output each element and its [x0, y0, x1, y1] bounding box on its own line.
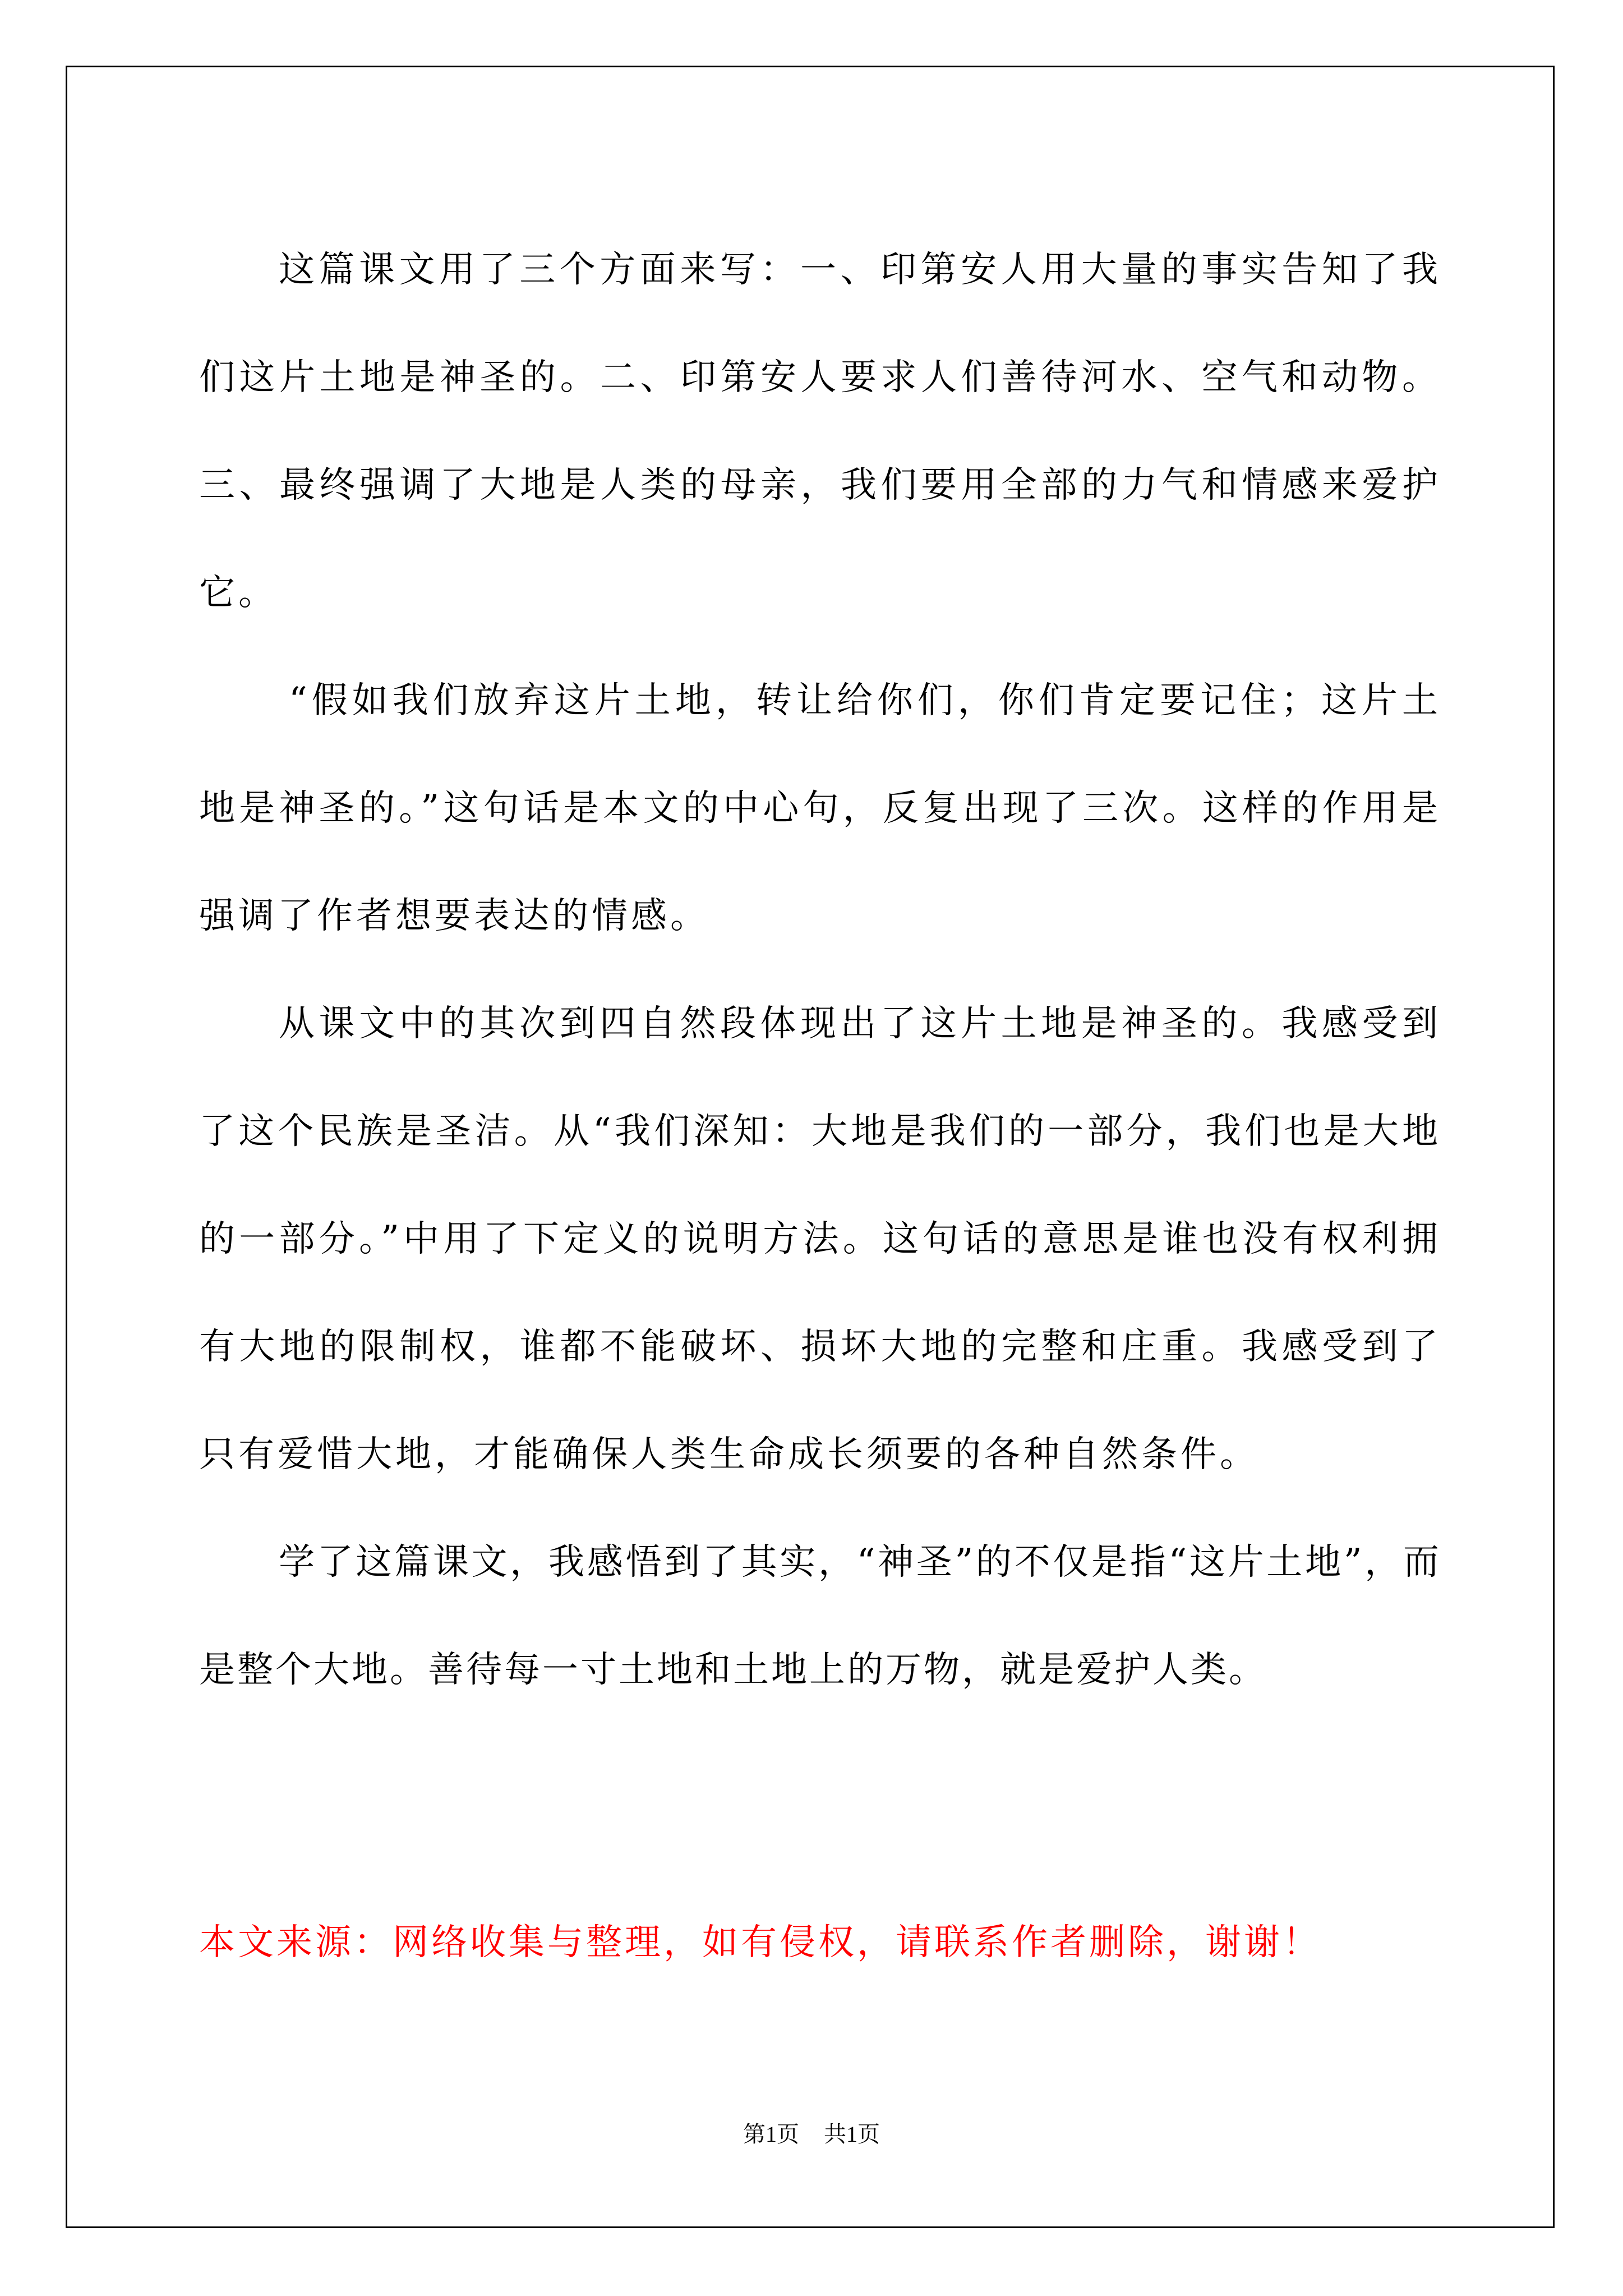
paragraph-3: 从课文中的其次到四自然段体现出了这片土地是神圣的。我感受到了这个民族是圣洁。从“我们深知：大地是我们的一部分，我们也是大地的一部分。”中用了下定义的说明方法。这句话的意思是谁也没有权利拥有大地的限制权，谁都不能破坏、损坏大地的完整和庄重。我感受到了只有爱惜大地，才能确保人类生命成长须要的各种自然条件。: [199, 1003, 1441, 1475]
page-number: 第1页: [743, 2122, 799, 2147]
document-body: [199, 216, 1441, 1724]
paragraph-4: 学了这篇课文，我感悟到了其实，“神圣”的不仅是指“这片土地”，而是整个大地。善待每一寸土地和土地上的万物，就是爱护人类。: [199, 1542, 1441, 1691]
paragraph-1: 这篇课文用了三个方面来写：一、印第安人用大量的事实告知了我们这片土地是神圣的。二、印第安人要求人们善待河水、空气和动物。三、最终强调了大地是人类的母亲，我们要用全部的力气和情感来爱护它。: [199, 249, 1441, 614]
source-note: 本文来源：网络收集与整理，如有侵权，请联系作者删除，谢谢！: [199, 1922, 1321, 1963]
paragraph-2: “假如我们放弃这片土地，转让给你们，你们肯定要记住；这片土地是神圣的。”这句话是本文的中心句，反复出现了三次。这样的作用是强调了作者想要表达的情感。: [199, 680, 1441, 937]
page-total: 共1页: [824, 2122, 880, 2147]
page-footer: [0, 2118, 1623, 2151]
